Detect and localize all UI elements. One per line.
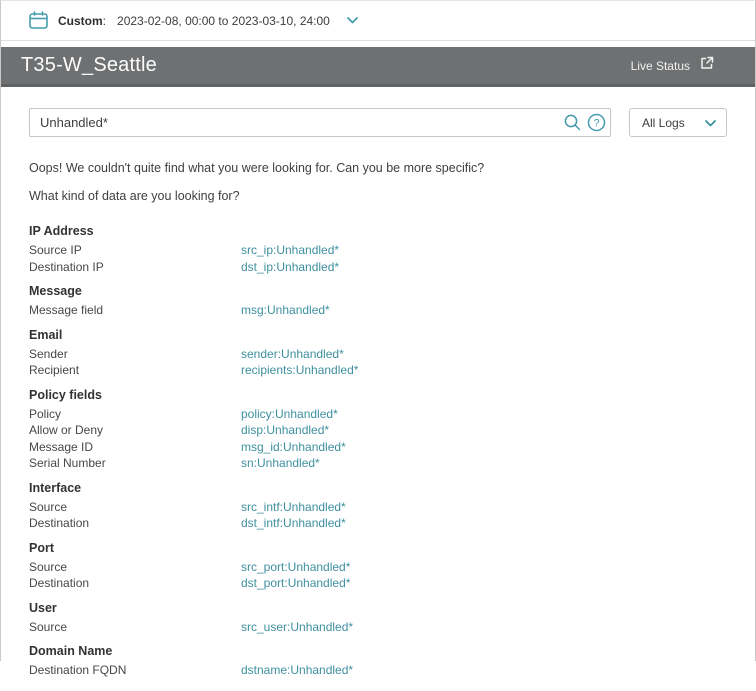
- suggestion-group: [29, 387, 727, 472]
- suggestion-row: [29, 242, 727, 259]
- suggestion-link[interactable]: src_port:Unhandled*: [241, 559, 351, 574]
- suggestion-row: [29, 406, 727, 423]
- suggestion-row: [29, 362, 727, 379]
- svg-text:?: ?: [593, 117, 600, 130]
- suggestion-row: [29, 455, 727, 472]
- suggestion-row: [29, 499, 727, 516]
- suggestion-group: [29, 643, 727, 679]
- suggestion-row: [29, 619, 727, 636]
- row-label: Source IP: [29, 243, 82, 257]
- suggestion-groups: [29, 223, 727, 691]
- suggestion-link[interactable]: dst_port:Unhandled*: [241, 576, 351, 590]
- row-label: Allow or Deny: [29, 423, 104, 437]
- suggestion-row: [29, 259, 727, 276]
- external-link-icon: [699, 55, 715, 76]
- group-title: User: [29, 600, 57, 615]
- suggestion-link[interactable]: sn:Unhandled*: [241, 456, 320, 470]
- help-icon[interactable]: [587, 113, 606, 132]
- live-status-label: Live Status: [630, 58, 690, 73]
- row-label: Source: [29, 559, 68, 574]
- suggestion-row: [29, 515, 727, 532]
- suggestion-link[interactable]: sender:Unhandled*: [241, 346, 344, 361]
- suggestion-link[interactable]: dst_ip:Unhandled*: [241, 259, 340, 274]
- suggestion-group: [29, 540, 727, 592]
- suggestion-link[interactable]: dstname:Unhandled*: [241, 663, 354, 677]
- row-label: Serial Number: [29, 456, 106, 470]
- suggestion-link[interactable]: disp:Unhandled*: [241, 423, 330, 437]
- row-label: Message field: [29, 303, 104, 317]
- row-label: Source: [29, 619, 68, 634]
- date-range-value: 2023-02-08, 00:00 to 2023-03-10, 24:00: [117, 13, 330, 28]
- suggestion-row: [29, 439, 727, 456]
- date-range-mode: Custom: [58, 13, 103, 28]
- search-icons: [563, 108, 606, 137]
- suggestion-link[interactable]: src_intf:Unhandled*: [241, 499, 346, 514]
- calendar-icon: [28, 10, 49, 31]
- suggestion-row: [29, 346, 727, 363]
- row-label: Destination IP: [29, 259, 104, 274]
- log-type-value: All Logs: [642, 115, 685, 130]
- row-label: Destination FQDN: [29, 663, 127, 677]
- search-input[interactable]: [29, 108, 611, 137]
- suggestion-link[interactable]: msg:Unhandled*: [241, 303, 330, 317]
- suggestion-link[interactable]: src_ip:Unhandled*: [241, 243, 340, 257]
- suggestion-group: [29, 600, 727, 636]
- device-header: [1, 47, 755, 87]
- row-label: Policy: [29, 406, 62, 421]
- suggestion-link[interactable]: dst_intf:Unhandled*: [241, 516, 346, 530]
- suggestion-row: [29, 302, 727, 319]
- suggestion-link[interactable]: policy:Unhandled*: [241, 406, 338, 421]
- date-range-label: Custom:: [58, 13, 107, 28]
- group-title: Policy fields: [29, 387, 102, 402]
- row-label: Recipient: [29, 363, 80, 377]
- log-type-select[interactable]: [629, 108, 727, 137]
- suggestion-link[interactable]: src_user:Unhandled*: [241, 619, 354, 634]
- suggestion-link[interactable]: msg_id:Unhandled*: [241, 439, 346, 454]
- live-status-button[interactable]: [631, 55, 715, 76]
- not-found-message: Oops! We couldn't quite find what you were looking for. Can you be more specific?: [29, 161, 485, 175]
- group-title: IP Address: [29, 224, 94, 238]
- content-area: [1, 87, 755, 691]
- search-box: [29, 108, 611, 137]
- row-label: Source: [29, 499, 68, 514]
- suggestion-row: [29, 559, 727, 576]
- group-title: Message: [29, 284, 82, 298]
- group-title: Interface: [29, 480, 82, 495]
- suggestion-group: [29, 327, 727, 379]
- group-title: Domain Name: [29, 644, 113, 658]
- suggestion-link[interactable]: recipients:Unhandled*: [241, 363, 359, 377]
- group-title: Port: [29, 540, 54, 555]
- row-label: Sender: [29, 346, 68, 361]
- row-label: Message ID: [29, 439, 94, 454]
- suggestion-group: [29, 223, 727, 275]
- row-label: Destination: [29, 576, 90, 590]
- suggestion-group: [29, 283, 727, 319]
- date-range-chevron-icon[interactable]: [347, 17, 358, 24]
- search-icon[interactable]: [563, 113, 582, 132]
- row-label: Destination: [29, 516, 90, 530]
- suggestion-row: [29, 422, 727, 439]
- suggestion-group: [29, 480, 727, 532]
- device-title: T35-W_Seattle: [21, 54, 157, 76]
- suggestion-row: [29, 662, 727, 679]
- group-title: Email: [29, 327, 63, 342]
- search-row: [29, 108, 727, 137]
- data-kind-prompt: What kind of data are you looking for?: [29, 189, 240, 203]
- chevron-down-icon: [705, 114, 716, 132]
- suggestion-row: [29, 575, 727, 592]
- date-range-bar: [1, 1, 755, 41]
